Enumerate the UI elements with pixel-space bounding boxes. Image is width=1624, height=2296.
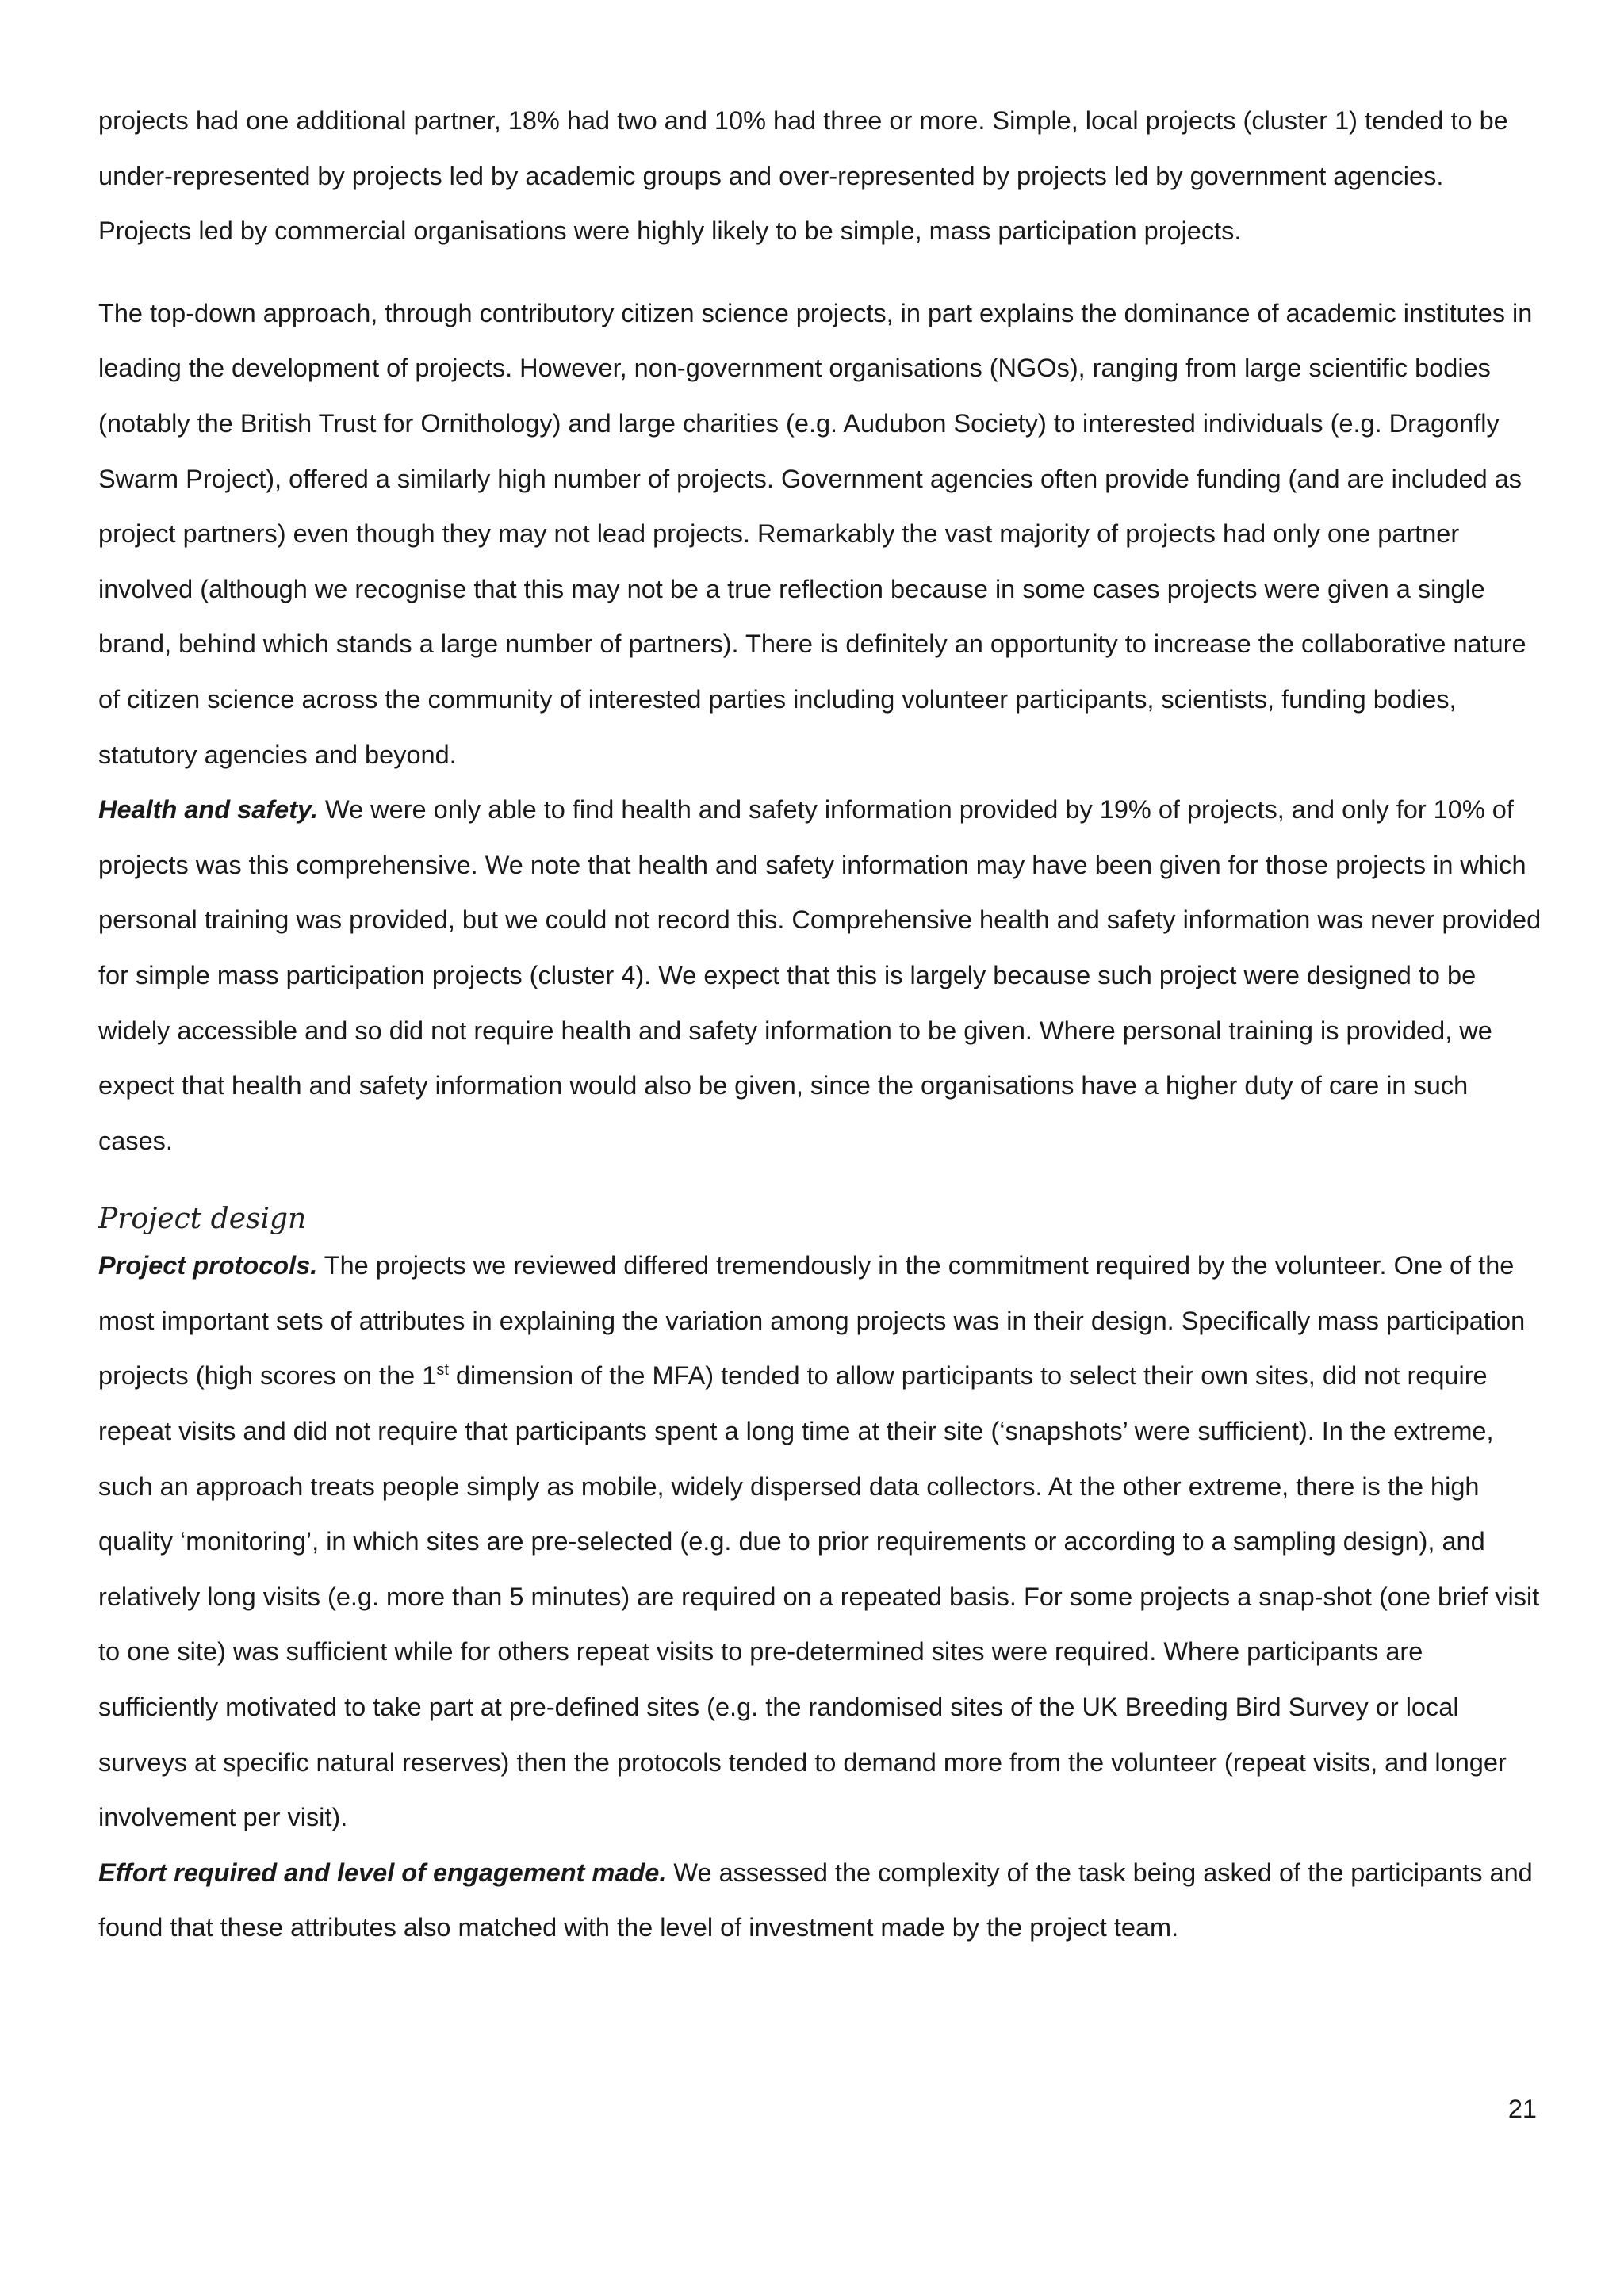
project-protocols-body-b: dimension of the MFA) tended to allow participants to select their own sites, did not require repeat visits and did not require that participants spent a long time at their site (‘snapshots’ were sufficient). In the extreme, such an approach treats people simply as mobile, widely dispersed data collectors. At the other extreme, there is the high quality ‘monitoring’, in which sites are pre-selected (e.g. due to prior requirements or according to a sampling design), and relatively long visits (e.g. more than 5 minutes) are required on a repeated basis. For some projects a snap-shot (one brief visit to one site) was sufficient while for others repeat visits to pre-determined sites were required. Where participants are sufficiently motivated to take part at pre-defined sites (e.g. the randomised sites of the UK Breeding Bird Survey or local surveys at specific natural reserves) then the protocols tended to demand more from the volunteer (repeat visits, and longer involvement per visit).: [98, 1361, 1540, 1832]
paragraph-top-down-approach: The top-down approach, through contributory citizen science projects, in part explains the dominance of academic institutes in leading the development of projects. However, non-government organisations (NGOs), ranging from large scientific bodies (notably the British Trust for Ornithology) and large charities (e.g. Audubon Society) to interested individuals (e.g. Dragonfly Swarm Project), offered a similarly high number of projects. Government agencies often provide funding (and are included as project partners) even though they may not lead projects. Remarkably the vast majority of projects had only one partner involved (although we recognise that this may not be a true reflection because in some cases projects were given a single brand, behind which stands a large number of partners). There is definitely an opportunity to increase the collaborative nature of citizen science across the community of interested parties including volunteer participants, scientists, funding bodies, statutory agencies and beyond.: [98, 298, 1533, 769]
ordinal-superscript: st: [436, 1361, 449, 1380]
health-and-safety-lead: Health and safety.: [98, 795, 318, 825]
paragraph-partners: projects had one additional partner, 18% had two and 10% had three or more. Simple, local projects (cluster 1) tended to be under-represented by projects led by academic groups and over-represented by projects led by government agencies. Projects led by commercial organisations were highly likely to be simple, mass participation projects.: [98, 106, 1508, 246]
paragraph-health-and-safety: [98, 783, 1542, 1169]
paragraph-effort-required: [98, 1846, 1542, 1956]
page-number: 21: [1507, 2095, 1537, 2123]
section-heading-project-design: Project design: [98, 1203, 307, 1236]
effort-required-lead: Effort required and level of engagement made.: [98, 1858, 667, 1887]
paragraph-project-protocols: [98, 1238, 1542, 1846]
project-protocols-lead: Project protocols.: [98, 1251, 318, 1280]
document-page: [98, 94, 1542, 1956]
health-and-safety-body: We were only able to find health and safety information provided by 19% of projects, and only for 10% of projects was this comprehensive. We note that health and safety information may have been given for those projects in which personal training was provided, but we could not record this. Comprehensive health and safety information was never provided for simple mass participation projects (cluster 4). We expect that this is largely because such project were designed to be widely accessible and so did not require health and safety information to be given. Where personal training is provided, we expect that health and safety information would also be given, since the organisations have a higher duty of care in such cases.: [98, 795, 1542, 1155]
effort-required-body: We assessed the complexity of the task being asked of the participants and found that these attributes also matched with the level of investment made by the project team.: [98, 1858, 1533, 1942]
project-protocols-body-a: The projects we reviewed differed tremendously in the commitment required by the volunteer. One of the most important sets of attributes in explaining the variation among projects was in their design. Specifically mass participation projects (high scores on the 1: [98, 1251, 1526, 1391]
